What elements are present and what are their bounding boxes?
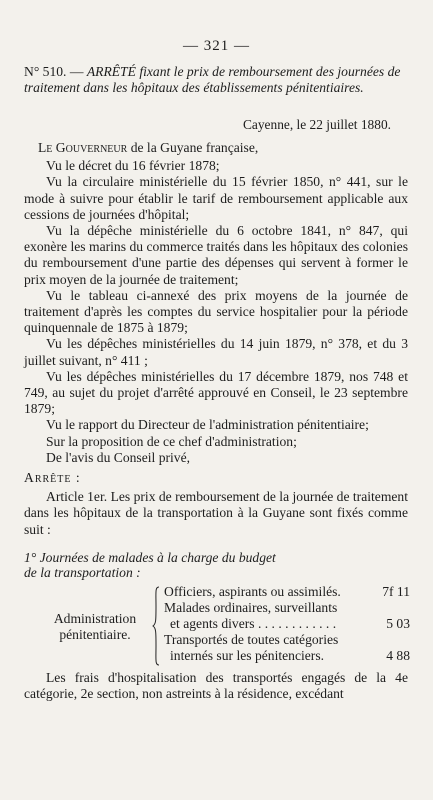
governor-line — [24, 140, 408, 156]
table-row — [164, 632, 410, 664]
row-value: 4 88 — [386, 647, 410, 663]
section-heading-line1: 1° Journées de malades à la charge du budget — [24, 549, 276, 565]
considerant: De l'avis du Conseil privé, — [46, 449, 191, 465]
section-heading — [24, 550, 408, 580]
article-text: Les prix de remboursement de la journée de traitement dans les hôpitaux de la transportation à la Guyane sont fixés comme suit : — [24, 489, 408, 537]
article-label: Article 1er. — [46, 489, 108, 505]
row-label: Transportés de toutes catégories — [164, 631, 339, 647]
row-label: Malades ordinaires, surveillants — [164, 599, 338, 615]
arrete-label: Arrête : — [24, 470, 81, 486]
decree-number: N° 510. — — [24, 64, 84, 79]
considerant: Vu les dépêches ministérielles du 14 juin 1879, n° 378, et du 3 juillet suivant, n° 411 ; — [24, 336, 408, 368]
table-rows — [164, 584, 410, 664]
considerant: Sur la proposition de ce chef d'administration; — [46, 433, 297, 449]
price-table — [24, 584, 408, 670]
page-number: — 321 — — [183, 38, 250, 54]
considerant: Vu la circulaire ministérielle du 15 février 1850, n° 441, sur le mode à suivre pour établir le tarif de remboursement applicable aux cessions de journées d'hôpital; — [24, 174, 408, 222]
considerant: Vu le décret du 16 février 1878; — [46, 158, 220, 174]
brace-icon — [152, 586, 160, 666]
article-1 — [24, 489, 408, 538]
governor-title: Le Gouverneur — [38, 140, 128, 155]
row-value: 5 03 — [386, 615, 410, 631]
row-label-cont: internés sur les pénitenciers. — [170, 647, 325, 663]
considerant: Vu la dépêche ministérielle du 6 octobre 1841, n° 847, qui exonère les marins du commerce traités dans les hôpitaux des colonies du remboursement d'une partie des dépenses qui servent à former le prix moyen de la journée de traitement; — [24, 223, 408, 287]
decree-header — [24, 64, 408, 96]
section-heading-line2: de la transportation : — [24, 564, 141, 580]
row-label-cont: et agents divers . . . . . . . . . . . . — [170, 615, 337, 631]
table-row — [164, 584, 410, 600]
closing-paragraph: Les frais d'hospitalisation des transportés engagés de la 4e catégorie, 2e section, non astreints à la résidence, excédant — [24, 669, 408, 702]
table-category — [42, 611, 148, 643]
decree-title: ARRÊTÉ fixant le prix de remboursement des journées de traitement dans les hôpitaux des établissements pénitentiaires. — [24, 64, 401, 95]
considerant: Vu le rapport du Directeur de l'administration pénitentiaire; — [46, 417, 369, 433]
considerant: Vu les dépêches ministérielles du 17 décembre 1879, nos 748 et 749, au sujet du projet d'arrêté approuvé en Conseil, le 23 septembre 1879; — [24, 368, 408, 417]
category-line1: Administration — [53, 610, 137, 626]
category-line2: pénitentiaire. — [59, 626, 131, 642]
row-value: 7f 11 — [382, 583, 410, 599]
decree-date: Cayenne, le 22 juillet 1880. — [242, 117, 391, 132]
table-row — [164, 600, 410, 632]
considerant: Vu le tableau ci-annexé des prix moyens de la journée de traitement d'après les comptes du service hospitalier pour la période quinquennale de 1875 à 1879; — [24, 287, 408, 336]
governor-rest: de la Guyane française, — [130, 140, 259, 155]
row-label: Officiers, aspirants ou assimilés. — [164, 583, 341, 599]
decree-body — [24, 140, 408, 702]
